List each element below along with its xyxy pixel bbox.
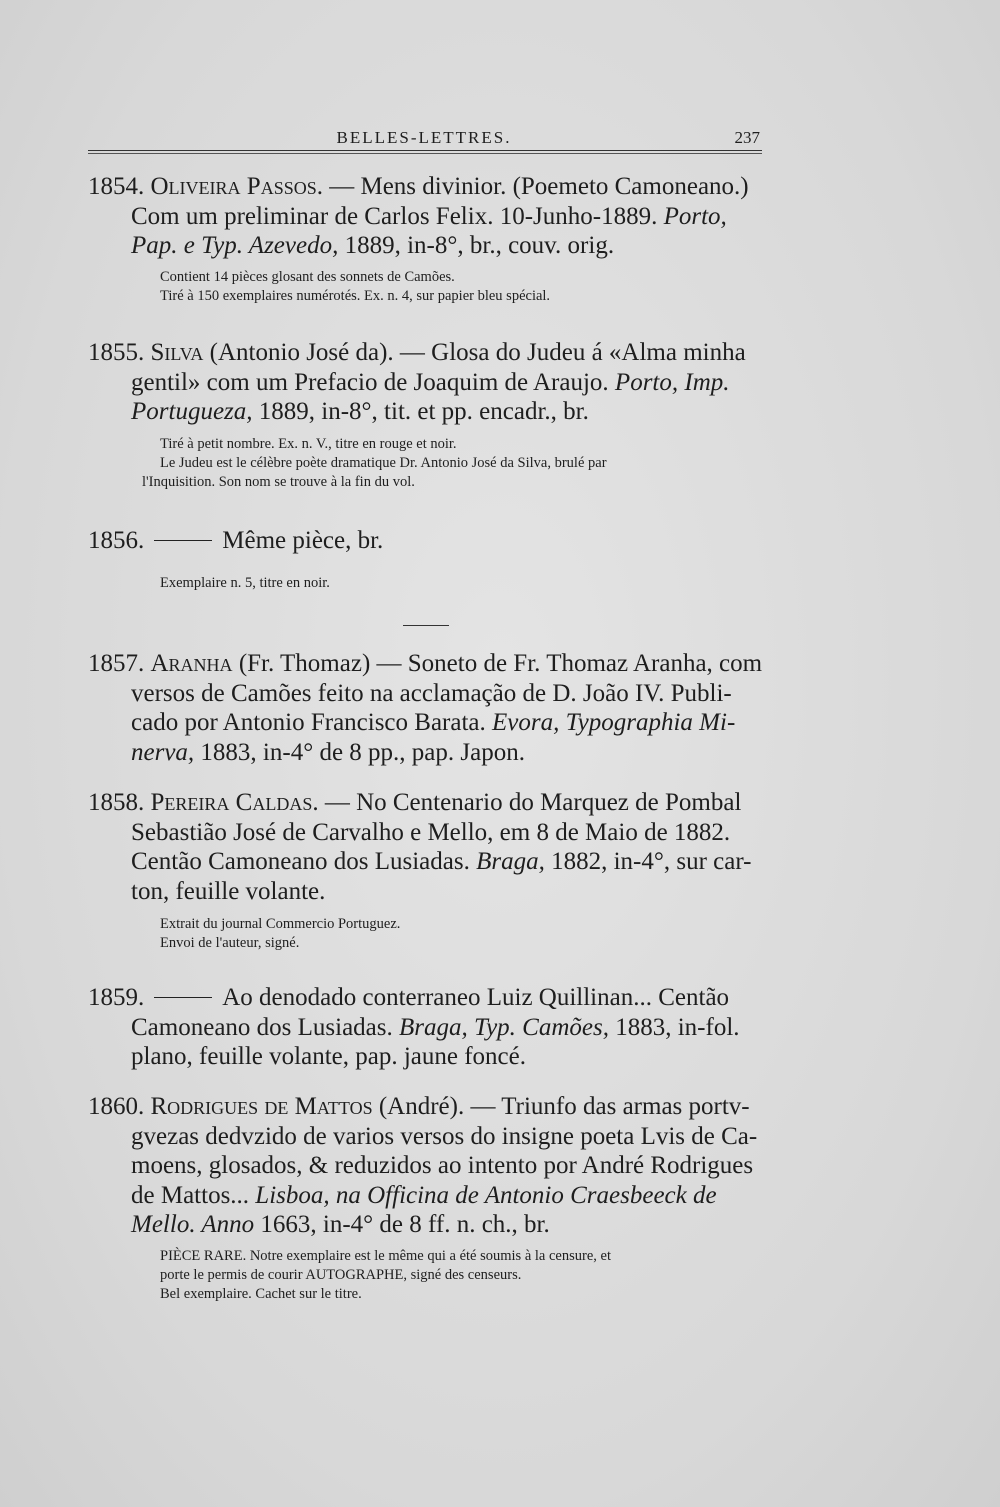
entry-text: Ao denodado conterraneo Luiz Quillinan... Centão (222, 984, 730, 1011)
note-line: l'Inquisition. Son nom se trouve à la fin du vol. (142, 474, 415, 490)
section-separator (403, 625, 449, 626)
note-line: Bel exemplaire. Cachet sur le titre. (160, 1286, 362, 1302)
note-1860 (160, 1247, 770, 1304)
running-title: BELLES-LETTRES. (336, 128, 512, 147)
entry-text: (Fr. Thomaz) — Soneto de Fr. Thomaz Aranha, com (232, 650, 763, 677)
entry-text: (Antonio José da). — Glosa do Judeu á «Alma minha (203, 339, 746, 366)
entry-text: 1889, in-8°, tit. et pp. encadr., br. (252, 398, 589, 425)
entry-number: 1854. (88, 173, 145, 200)
note-1854 (160, 268, 770, 306)
entry-number: 1856. (88, 527, 145, 554)
entry-text: 1889, in-8°, br., couv. orig. (338, 232, 615, 259)
entry-text: Centão Camoneano dos Lusiadas. (131, 848, 477, 875)
entry-text: 1663, in-4° de 8 ff. n. ch., br. (254, 1211, 550, 1238)
entry-text: cado por Antonio Francisco Barata. (131, 709, 493, 736)
entry-text: gentil» com um Prefacio de Joaquim de Araujo. (131, 368, 615, 396)
author-name: Oliveira Passos. (150, 173, 323, 200)
entry-number: 1859. (88, 984, 145, 1011)
imprint-publisher: Pap. e Typ. Azevedo, (131, 232, 339, 259)
entry-number: 1860. (88, 1093, 145, 1120)
imprint-place: Lisboa, na Officina de Antonio Craesbeeck de (255, 1181, 717, 1209)
imprint-place: Porto, (663, 202, 727, 230)
author-name: Rodrigues de Mattos (150, 1093, 373, 1120)
imprint-publisher: Portugueza, (131, 398, 253, 425)
note-1858 (160, 915, 770, 953)
entry-text: Camoneano dos Lusiadas. (131, 1013, 400, 1041)
note-line: Extrait du journal Commercio Portuguez. (160, 916, 401, 932)
note-line: porte le permis de courir AUTOGRAPHE, signé des censeurs. (160, 1267, 522, 1283)
entry-1855 (88, 338, 764, 427)
entry-text: 1882, in-4°, sur car- (544, 848, 752, 875)
entry-text: — No Centenario do Marquez de Pombal (318, 789, 742, 816)
note-line: Exemplaire n. 5, titre en noir. (160, 575, 330, 591)
entry-1858 (88, 788, 764, 906)
entry-1859 (88, 983, 764, 1072)
imprint-place: Braga, (476, 848, 545, 875)
note-line: Le Judeu est le célèbre poète dramatique Dr. Antonio José da Silva, brulé par (160, 455, 607, 471)
note-line: PIÈCE RARE. Notre exemplaire est le même qui a été soumis à la censure, et (160, 1248, 611, 1264)
entry-text: ton, feuille volante. (131, 877, 326, 905)
entry-1856 (88, 526, 764, 556)
author-name: Aranha (150, 650, 233, 677)
ditto-dash (154, 997, 212, 998)
author-name: Silva (150, 339, 204, 366)
entry-1854 (88, 172, 764, 261)
entry-number: 1857. (88, 650, 145, 677)
entry-text: 1883, in-fol. (608, 1013, 740, 1041)
note-line: Tiré à 150 exemplaires numérotés. Ex. n. 4, sur papier bleu spécial. (160, 288, 551, 304)
note-1855 (142, 435, 770, 492)
imprint-place: Braga, Typ. Camões, (399, 1013, 609, 1041)
ditto-dash (154, 540, 212, 541)
imprint-place: Evora, Typographia Mi- (492, 709, 736, 736)
author-name: Pereira Caldas. (150, 789, 319, 816)
page-number: 237 (734, 128, 760, 147)
entry-number: 1855. (88, 339, 145, 366)
entry-number: 1858. (88, 789, 145, 816)
entry-text: Com um preliminar de Carlos Felix. 10-Junho-1889. (131, 202, 664, 230)
entry-text: moens, glosados, & reduzidos ao intento por André Rodrigues (131, 1152, 754, 1179)
entry-text: Même pièce, br. (222, 527, 384, 554)
note-line: Tiré à petit nombre. Ex. n. V., titre en rouge et noir. (160, 436, 457, 452)
note-1856 (160, 574, 770, 593)
header-rule (88, 150, 762, 154)
entry-text: — Mens divinior. (Poemeto Camoneano.) (322, 173, 749, 200)
entry-text: de Mattos... (131, 1181, 256, 1209)
entry-text: 1883, in-4° de 8 pp., pap. Japon. (194, 738, 525, 766)
imprint-place: Porto, Imp. (614, 368, 730, 396)
entry-1860 (88, 1092, 764, 1240)
imprint-publisher: Mello. Anno (131, 1211, 255, 1238)
entry-text: versos de Camões feito na acclamação de D. João IV. Publi- (131, 679, 732, 707)
note-line: Contient 14 pièces glosant des sonnets de Camões. (160, 269, 455, 285)
imprint-publisher: nerva, (131, 738, 195, 766)
entry-text: (André). — Triunfo das armas portv- (372, 1093, 750, 1120)
entry-text: Sebastião José de Carvalho e Mello, em 8 de Maio de 1882. (131, 818, 731, 846)
entry-1857 (88, 649, 764, 767)
note-line: Envoi de l'auteur, signé. (160, 935, 300, 951)
entry-text: gvezas dedvzido de varios versos do insigne poeta Lvis de Ca- (131, 1122, 758, 1150)
entry-text: plano, feuille volante, pap. jaune foncé. (131, 1043, 526, 1070)
